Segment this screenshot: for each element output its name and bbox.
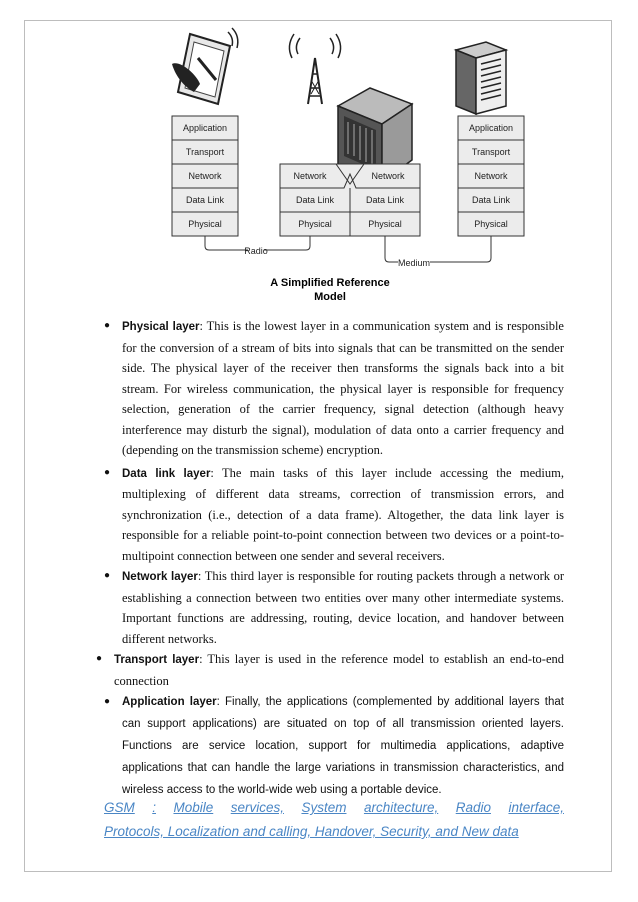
stack-layer-label: Application <box>468 123 514 133</box>
bullet-network-layer <box>104 566 564 649</box>
stack-layer-label: Network <box>293 171 327 181</box>
radio-line-left <box>205 236 248 250</box>
heading-word: Radio <box>455 800 491 815</box>
stack-layer-label: Physical <box>188 219 222 229</box>
stack-layer-label: Data Link <box>295 195 335 205</box>
heading-line-2: Protocols, Localization and calling, Handover, Security, and New data <box>104 824 519 839</box>
bullet-term: Application layer <box>122 696 217 708</box>
layer-bullet-list <box>96 316 564 801</box>
heading-word: architecture, <box>363 800 439 815</box>
figure-caption <box>230 276 430 304</box>
stack-layer-label: Application <box>182 123 228 133</box>
bullet-dot-icon: ● <box>104 466 111 478</box>
middle-protocol-stack <box>280 164 420 236</box>
bullet-term: Physical layer <box>122 321 200 333</box>
bullet-text: : The main tasks of this layer include accessing the medium, multiplexing of different data streams, correction of transmission errors, and synchronization (i.e., detection of a data frame). Altogether, the data link layer is responsible for a reliable point-to-point connection between two devices or a point-to-multipoint connection between one sender and several receivers. <box>122 465 564 563</box>
tablet-device-icon <box>172 28 238 104</box>
bullet-term: Data link layer <box>122 467 211 480</box>
reference-model-figure <box>160 24 530 274</box>
radio-label: Radio <box>244 246 268 256</box>
heading-word: services, <box>230 800 284 815</box>
medium-line-left <box>385 236 398 262</box>
stack-layer-label: Physical <box>474 219 508 229</box>
heading-word: Mobile <box>173 800 214 815</box>
antenna-tower-icon <box>289 34 340 104</box>
left-protocol-stack <box>172 116 238 236</box>
medium-label: Medium <box>397 258 431 268</box>
stack-layer-label: Data Link <box>365 195 405 205</box>
stack-layer-label: Physical <box>298 219 332 229</box>
stack-layer-label: Network <box>371 171 405 181</box>
caption-line-1: A Simplified Reference <box>270 277 390 289</box>
bullet-dot-icon: ● <box>96 653 103 664</box>
heading-word: interface, <box>508 800 564 815</box>
heading-word: : <box>152 800 156 815</box>
heading-line-1 <box>104 796 564 820</box>
server-tower-icon <box>456 42 506 114</box>
heading-word: System <box>301 800 347 815</box>
bullet-term: Network layer <box>122 571 198 583</box>
stack-layer-label: Transport <box>471 147 511 157</box>
bullet-text: : This layer is used in the reference model to establish an end-to-end connection <box>114 652 564 688</box>
bullet-dot-icon: ● <box>104 320 111 331</box>
stack-layer-label: Data Link <box>471 195 511 205</box>
stack-layer-label: Network <box>474 171 508 181</box>
bullet-physical-layer <box>104 316 564 461</box>
bullet-application-layer <box>104 691 564 801</box>
bullet-dot-icon: ● <box>104 570 111 581</box>
bullet-transport-layer <box>96 649 564 691</box>
stack-layer-label: Network <box>188 171 222 181</box>
stack-layer-label: Data Link <box>185 195 225 205</box>
bullet-dot-icon: ● <box>104 696 111 707</box>
bullet-data-link-layer <box>104 463 564 567</box>
medium-line-right <box>430 236 491 262</box>
heading-word: GSM <box>104 800 135 815</box>
gsm-section-heading <box>104 796 564 844</box>
bullet-term: Transport layer <box>114 654 200 666</box>
right-protocol-stack <box>458 116 524 236</box>
bullet-text: : This third layer is responsible for routing packets through a network or establishing a connection between two entities over many other intermediate systems. Important functions are addressing, routing, device location, and handover between different networks. <box>122 569 564 646</box>
radio-line-right <box>264 236 310 250</box>
stack-layer-label: Transport <box>185 147 225 157</box>
bullet-text: : Finally, the applications (complemented by additional layers that can support applications) are situated on top of all transmission oriented layers. Functions are service location, support for multimedia applications, adaptive applications that can handle the large variations in transmission characteristics, and wireless access to the world-wide web using a portable device. <box>122 696 564 796</box>
stack-layer-label: Physical <box>368 219 402 229</box>
caption-line-2: Model <box>314 291 346 303</box>
bullet-text: : This is the lowest layer in a communication system and is responsible for the conversion of a stream of bits into signals that can be transmitted on the sender side. The physical layer of the receiver then transforms the signals back into a bit stream. For wireless communication, the physical layer is responsible for frequency selection, generation of the carrier frequency, signal detection (although heavy interference may disturb the signal), modulation of data onto a carrier frequency and (depending on the transmission scheme) encryption. <box>122 319 564 457</box>
